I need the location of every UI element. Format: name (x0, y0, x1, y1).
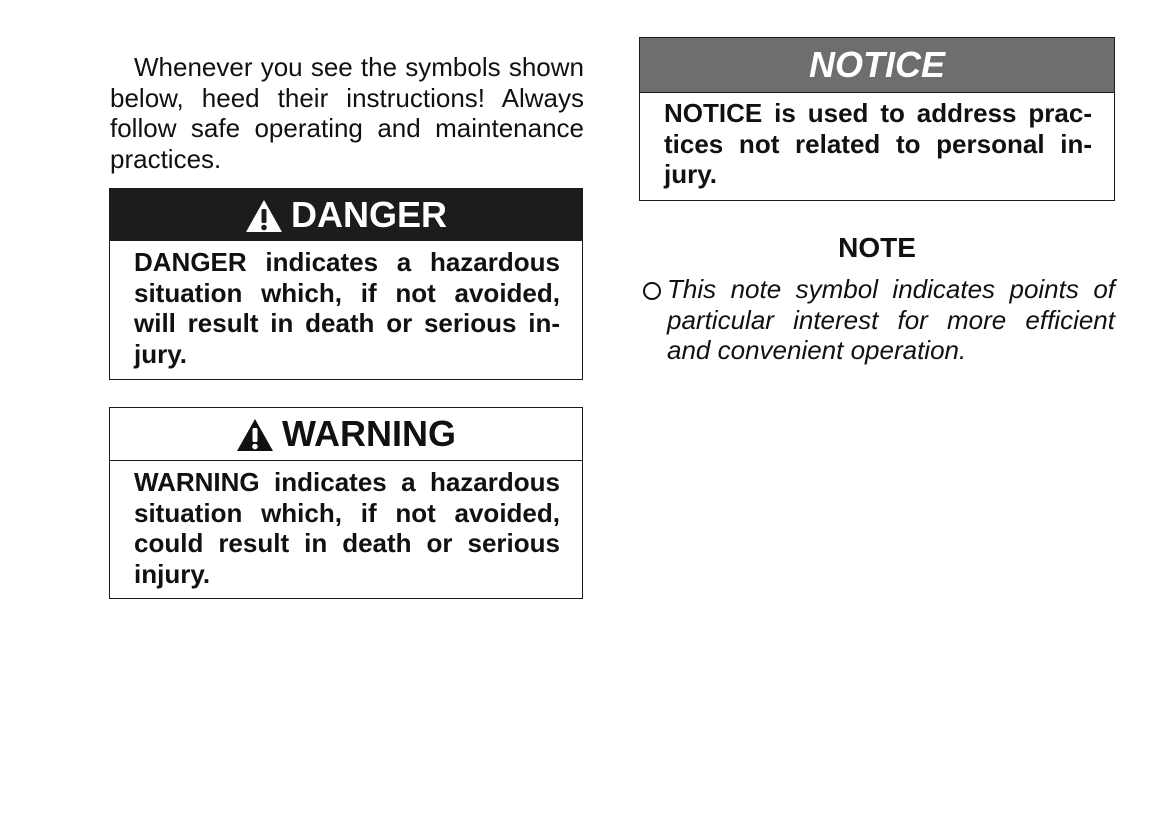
warning-triangle-icon (236, 418, 274, 452)
note-text: This note symbol indicates points of particular interest for more efficient and convenient operation. (667, 274, 1115, 365)
warning-triangle-icon (245, 199, 283, 233)
circle-bullet-icon (643, 282, 661, 300)
warning-header (110, 408, 582, 461)
notice-body: NOTICE is used to address practices not related to personal injury. (664, 98, 1092, 189)
danger-title: DANGER (290, 194, 447, 235)
notice-box (639, 37, 1115, 201)
warning-box (109, 407, 583, 599)
warning-body: WARNING indicates a hazardous situation which, if not avoided, could result in death or serious injury. (134, 467, 560, 589)
notice-header (640, 38, 1114, 93)
danger-box (109, 188, 583, 380)
notice-title: NOTICE (808, 44, 945, 85)
note-title: NOTE (838, 232, 916, 263)
note-item (643, 274, 1115, 366)
danger-body: DANGER indicates a hazardous situation which, if not avoided, will result in death or serious injury. (134, 247, 560, 369)
warning-title: WARNING (282, 413, 456, 454)
danger-header (110, 189, 582, 241)
intro-paragraph: Whenever you see the symbols shown below, heed their instructions! Always follow safe operating and maintenance practices. (110, 52, 584, 174)
